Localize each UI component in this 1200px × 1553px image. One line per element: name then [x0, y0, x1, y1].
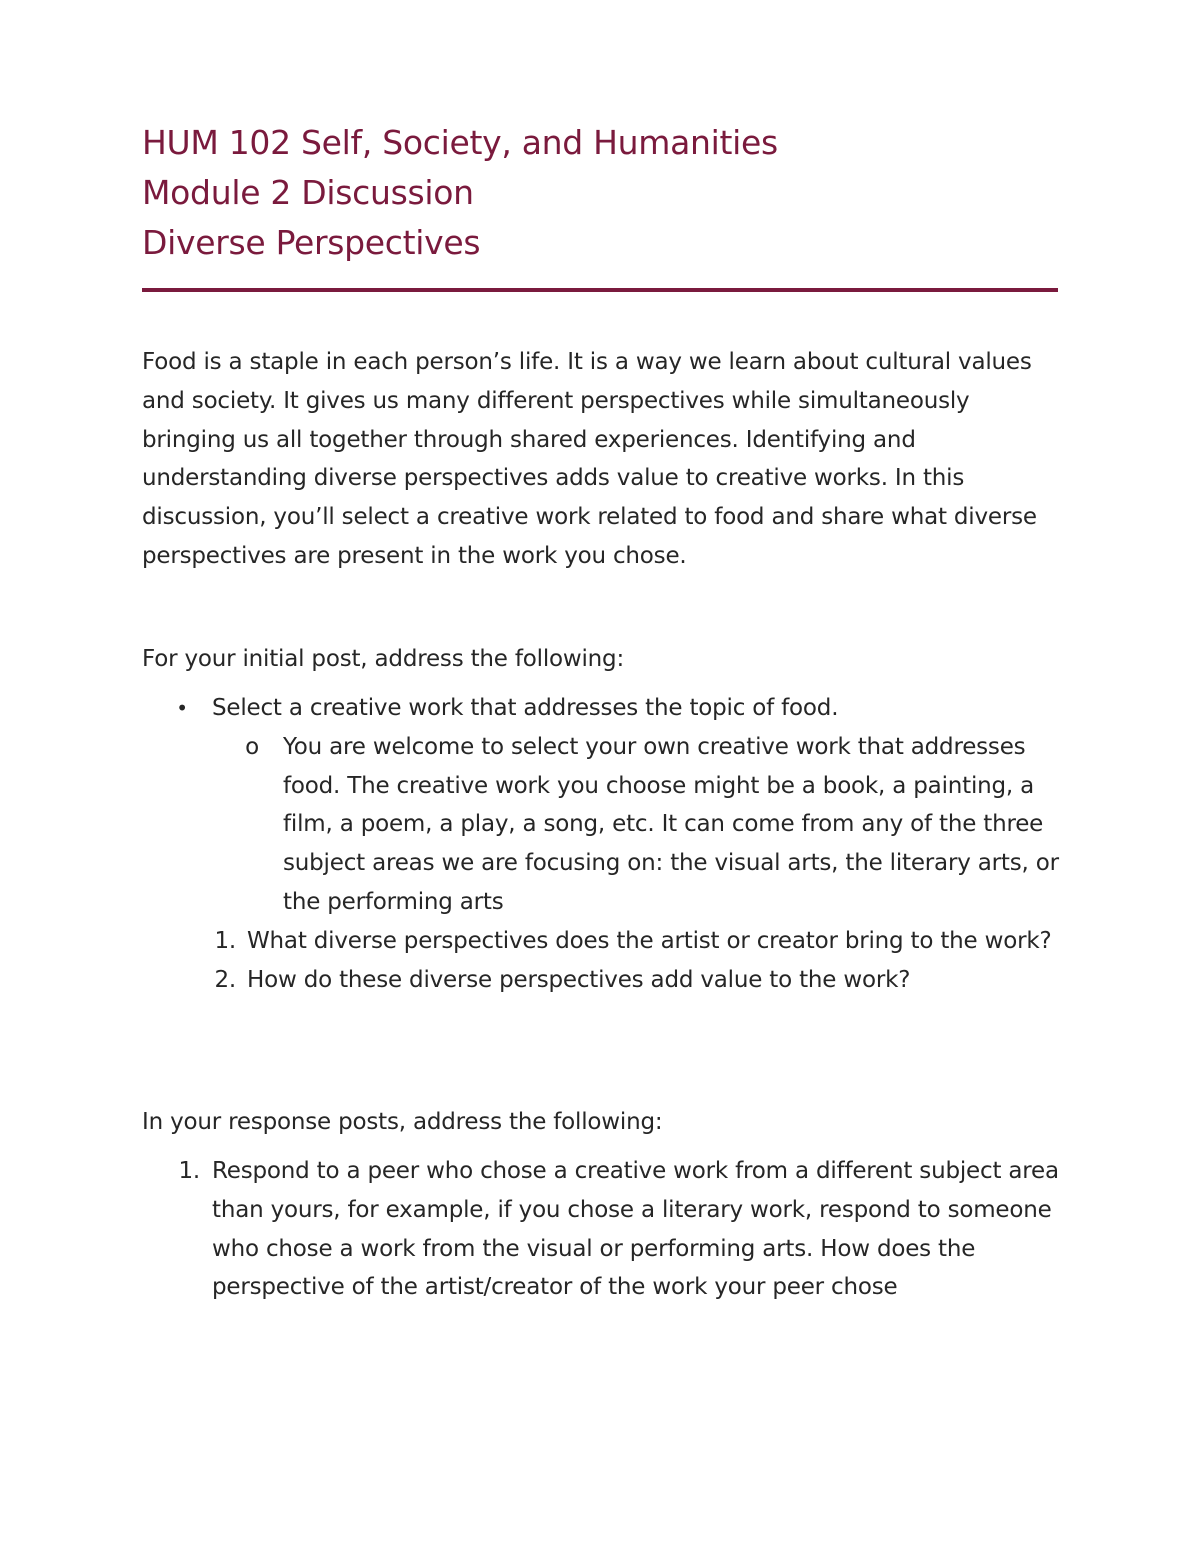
course-title: HUM 102 Self, Society, and Humanities — [142, 123, 778, 162]
response-posts-heading: In your response posts, address the following: — [142, 1109, 663, 1135]
bullet-icon: • — [176, 696, 188, 720]
question-text: How do these diverse perspectives add value to the work? — [247, 966, 911, 993]
sub-bullet-text: You are welcome to select your own creative work that addresses food. The creative work you choose might be a book, a painting, a film, a poem, a play, a song, etc. It can come from any of the three subject areas we are focusing on: the visual arts, the literary arts, or the performing arts — [283, 733, 1059, 915]
list-item — [142, 728, 1062, 922]
document-title-block — [142, 118, 1062, 268]
list-item — [142, 961, 1062, 1000]
list-number: 1. — [178, 1158, 200, 1184]
response-posts-list — [142, 1152, 1062, 1307]
list-item — [142, 1152, 1062, 1307]
list-item — [142, 689, 1062, 728]
title-divider — [142, 288, 1058, 292]
module-title: Module 2 Discussion — [142, 173, 474, 212]
list-number: 1. — [214, 927, 236, 954]
question-text: What diverse perspectives does the artist or creator bring to the work? — [247, 927, 1052, 954]
list-number: 2. — [214, 966, 236, 993]
initial-post-heading: For your initial post, address the following: — [142, 646, 625, 672]
bullet-text: Select a creative work that addresses the topic of food. — [212, 695, 839, 721]
response-text: Respond to a peer who chose a creative work from a different subject area than yours, for example, if you chose a literary work, respond to someone who chose a work from the visual or performing arts. How does the perspective of the artist/creator of the work your peer chose — [212, 1158, 1059, 1301]
list-item — [142, 922, 1062, 961]
sub-bullet-icon: o — [245, 733, 259, 760]
intro-paragraph: Food is a staple in each person’s life. It is a way we learn about cultural values and society. It gives us many different perspectives while simultaneously bringing us all together through shared experiences. Identifying and understanding diverse perspectives adds value to creative works. In this discussion, you’ll select a creative work related to food and share what diverse perspectives are present in the work you chose. — [142, 349, 1037, 569]
initial-post-list — [142, 689, 1062, 999]
topic-title: Diverse Perspectives — [142, 223, 481, 262]
